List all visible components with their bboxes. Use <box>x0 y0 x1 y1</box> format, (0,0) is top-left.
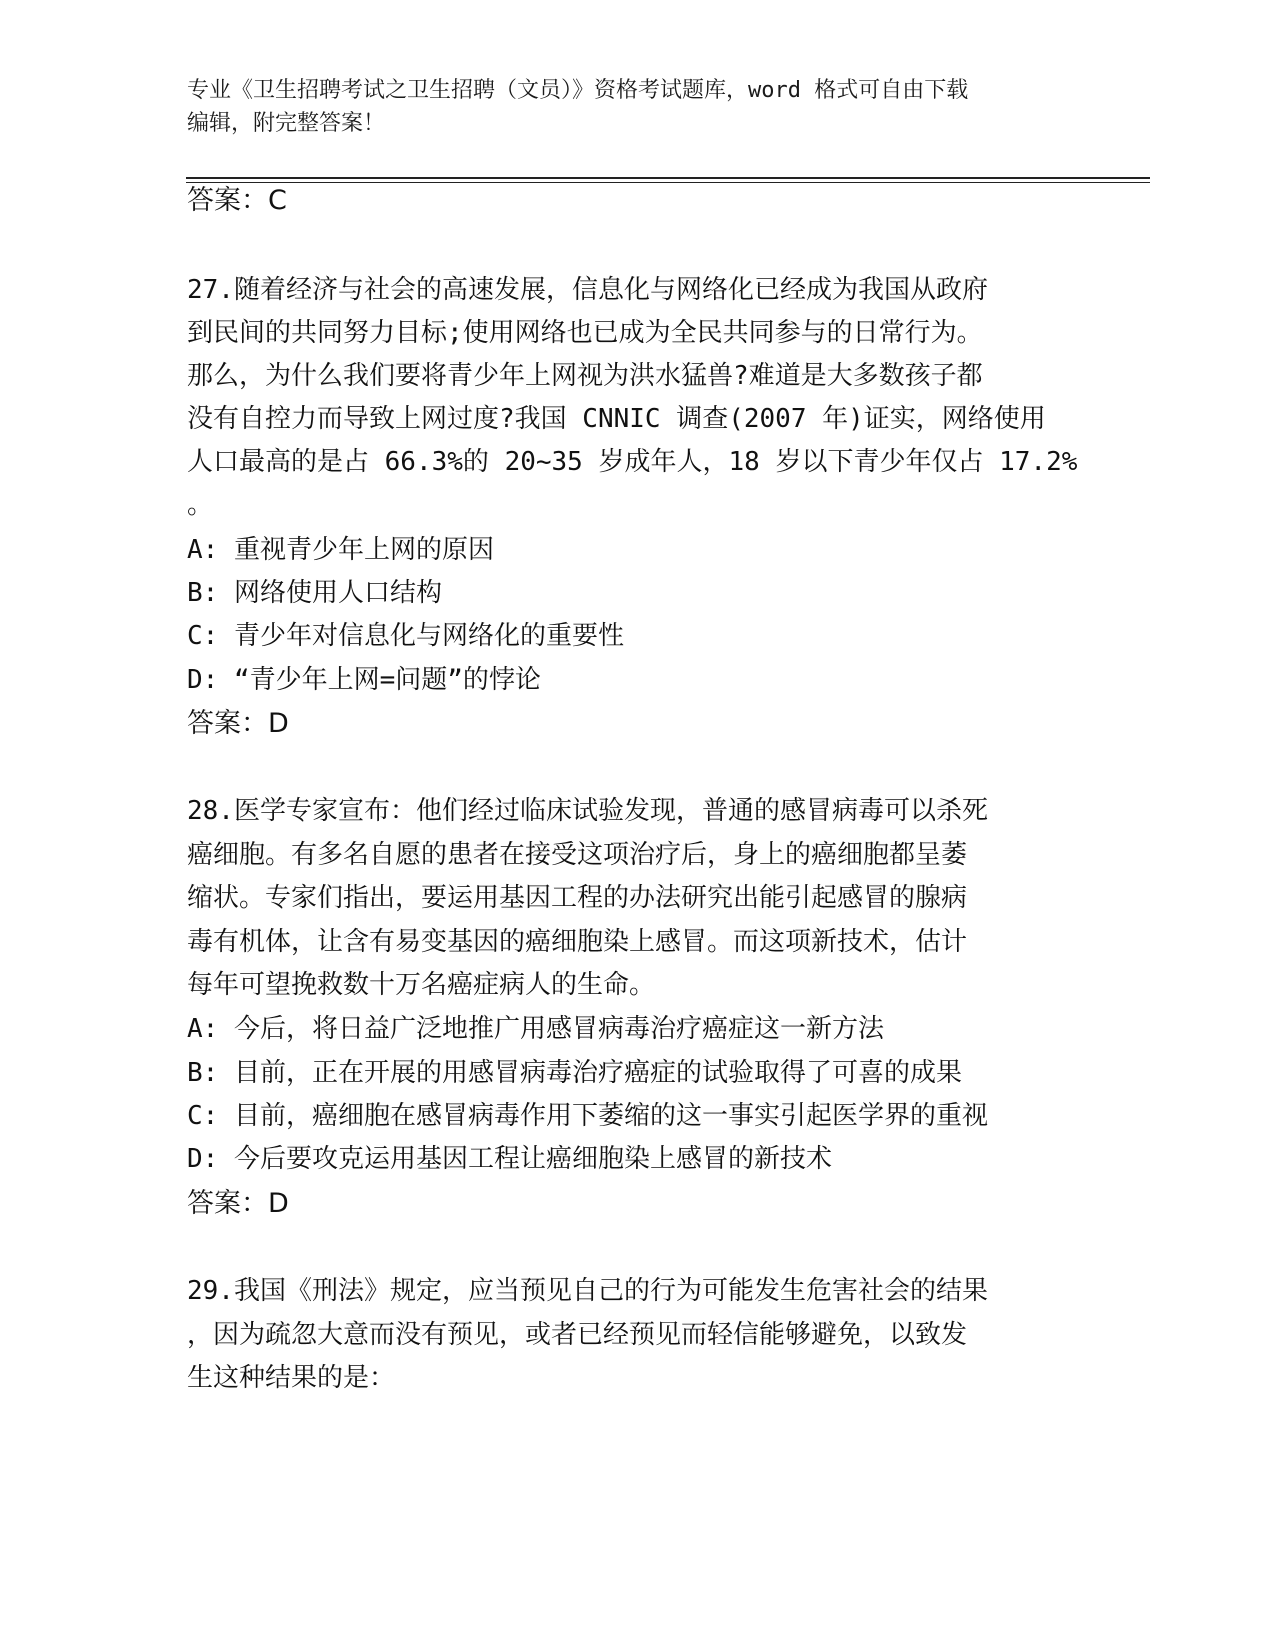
q27-option-a: A: 重视青少年上网的原因 <box>187 535 494 565</box>
q29-stem-line-2: ，因为疏忽大意而没有预见，或者已经预见而轻信能够避免，以致发 <box>187 1320 968 1350</box>
q27-stem-line-5: 人口最高的是占 66.3%的 20~35 岁成年人，18 岁以下青少年仅占 17.2% <box>187 447 1078 477</box>
q28-stem-line-3: 缩状。专家们指出，要运用基因工程的办法研究出能引起感冒的腺病 <box>187 883 968 913</box>
header-line-1: 专业《卫生招聘考试之卫生招聘（文员）》资格考试题库，word 格式可自由下载 <box>187 78 969 103</box>
q27-answer: 答案：D <box>187 708 289 739</box>
q28-stem-line-5: 每年可望挽救数十万名癌症病人的生命。 <box>187 970 656 1000</box>
q27-option-c: C: 青少年对信息化与网络化的重要性 <box>187 621 624 651</box>
q27-stem-line-2: 到民间的共同努力目标;使用网络也已成为全民共同参与的日常行为。 <box>187 318 983 348</box>
q28-option-b: B: 目前，正在开展的用感冒病毒治疗癌症的试验取得了可喜的成果 <box>187 1058 962 1088</box>
q29-stem-line-3: 生这种结果的是： <box>187 1363 396 1393</box>
page-header <box>187 74 1067 140</box>
q27-option-b: B: 网络使用人口结构 <box>187 578 442 608</box>
q28-stem-line-4: 毒有机体，让含有易变基因的癌细胞染上感冒。而这项新技术，估计 <box>187 927 968 957</box>
header-rule-thin <box>186 182 1150 183</box>
q28-option-d: D: 今后要攻克运用基因工程让癌细胞染上感冒的新技术 <box>187 1144 832 1174</box>
q27-stem-line-3: 那么，为什么我们要将青少年上网视为洪水猛兽?难道是大多数孩子都 <box>187 361 983 391</box>
q27-stem-line-1: 27.随着经济与社会的高速发展，信息化与网络化已经成为我国从政府 <box>187 275 988 305</box>
answer-prev: 答案：C <box>187 185 287 216</box>
q28-stem-line-1: 28.医学专家宣布：他们经过临床试验发现，普通的感冒病毒可以杀死 <box>187 796 988 826</box>
header-rule-thick <box>186 177 1150 179</box>
q28-answer: 答案：D <box>187 1188 289 1219</box>
q27-option-d: D: “青少年上网=问题”的悖论 <box>187 665 541 695</box>
q29-stem-line-1: 29.我国《刑法》规定，应当预见自己的行为可能发生危害社会的结果 <box>187 1276 988 1306</box>
header-line-2: 编辑，附完整答案！ <box>187 111 386 136</box>
q28-stem-line-2: 癌细胞。有多名自愿的患者在接受这项治疗后，身上的癌细胞都呈萎 <box>187 840 968 870</box>
q27-stem-line-6: 。 <box>187 490 214 520</box>
q28-option-c: C: 目前，癌细胞在感冒病毒作用下萎缩的这一事实引起医学界的重视 <box>187 1101 988 1131</box>
q27-stem-line-4: 没有自控力而导致上网过度?我国 CNNIC 调查(2007 年)证实，网络使用 <box>187 404 1046 434</box>
q28-option-a: A: 今后，将日益广泛地推广用感冒病毒治疗癌症这一新方法 <box>187 1014 884 1044</box>
